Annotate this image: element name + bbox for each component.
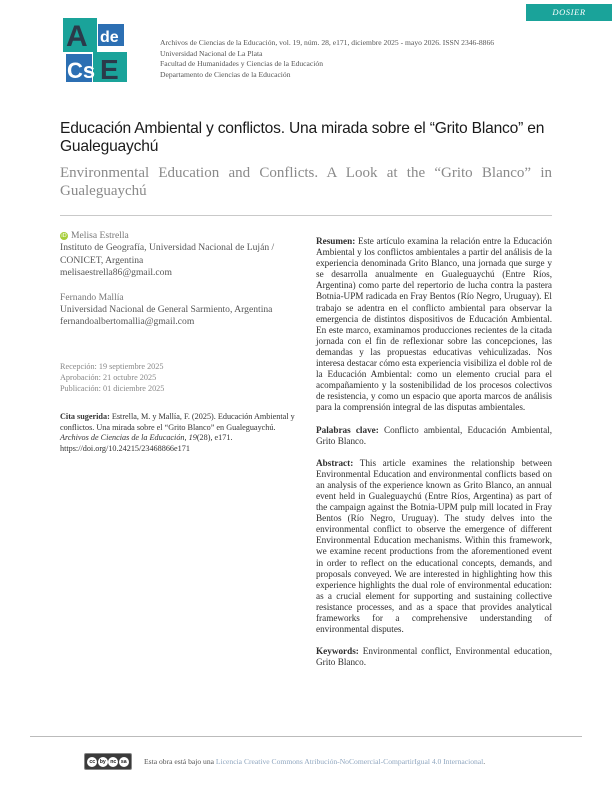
approved-date: Aprobación: 21 octubre 2025	[60, 372, 157, 382]
author-name: Melisa Estrella	[71, 230, 129, 241]
university-line: Universidad Nacional de La Plata	[160, 48, 263, 58]
abstract-paragraph	[316, 458, 552, 636]
publication-dates	[60, 362, 164, 394]
citation-issue: (28), e171.	[196, 433, 233, 443]
license-text	[144, 757, 485, 766]
palabras-clave-paragraph	[316, 425, 552, 447]
by-icon: by	[99, 758, 106, 765]
abstract-label: Abstract:	[316, 457, 354, 468]
svg-text:E: E	[100, 54, 119, 85]
citation-text: Estrella, M. y Mallía, F. (2025). Educación Ambiental y conflictos. Una mirada sobre el “Grito Blanco” en Gualeguaychú.	[60, 412, 295, 432]
footer-divider	[30, 736, 582, 737]
journal-logo	[60, 10, 136, 88]
svg-text:Cs: Cs	[67, 58, 96, 83]
authors-block	[60, 230, 300, 329]
palabras-clave-label: Palabras clave:	[316, 424, 379, 435]
journal-meta	[160, 38, 494, 80]
author-name: Fernando Mallía	[60, 291, 124, 303]
keywords-text: Environmental conflict, Environmental education, Grito Blanco.	[316, 646, 552, 668]
section-badge: DOSIER	[526, 4, 612, 21]
journal-volume-line: Archivos de Ciencias de la Educación, vol. 19, núm. 28, e171, diciembre 2025 - mayo 2026. ISSN 2346-8866	[160, 38, 495, 47]
author-affiliation: CONICET, Argentina	[60, 254, 144, 266]
received-date: Recepción: 19 septiembre 2025	[60, 362, 164, 371]
author-affiliation: Universidad Nacional de General Sarmiento, Argentina	[60, 304, 273, 316]
author-2	[60, 292, 300, 329]
article-title: Educación Ambiental y conflictos. Una mirada sobre el “Grito Blanco” en Gualeguaychú	[60, 120, 545, 155]
author-email[interactable]: fernandoalbertomallia@gmail.com	[60, 316, 195, 328]
orcid-icon[interactable]: iD	[61, 233, 67, 239]
abstract-text: This article examines the relationship between Environmental Education and environmental conflicts based on an analysis of the experience known as Grito Blanco, an annual event held in Gualeguaychú (Entre Ríos, Argentina) as part of the campaign against the Botnia-UPM pulp mill located in Fray Bentos (Río Negro, Uruguay). The study delves into the environmental conflict to observe the emergence of different Environmental Education mechanisms. Within this framework, we examine recent productions from the aforementioned event in order to reflect on the educational concepts, demands, and proposals conveyed. We are interested in highlighting how this experience highlights the dual role of environmental education: as a crucial element for supporting and sustaining collective resistance processes, and as a space that provides analytical frameworks for a comprehensive understanding of environmental disputes.	[316, 457, 552, 635]
resumen-text: Este artículo examina la relación entre la Educación Ambiental y los conflictos ambientales a partir del análisis de la experiencia denominada Grito Blanco, una jornada que surge y se desarrolla anualmente en Gualeguaychú (Entre Ríos, Argentina) como parte del repertorio de lucha contra la pastera Botnia-UPM radicada en Fray Bentos (Río Negro, Uruguay). El trabajo se adentra en el conflicto ambiental para observar la emergencia de distintos dispositivos de Educación Ambiental. En este marco, examinamos producciones recientes de la citada jornada con el fin de reflexionar sobre las concepciones, las demandas y las propuestas educativas vehiculizadas. Nos interesa destacar cómo esta experiencia visibiliza el doble rol de la Educación Ambiental: como un elemento crucial para el acompañamiento y la sostenibilidad de los procesos colectivos de resistencia, y como un espacio que aporta marcos de análisis para la comprensión integral de las disputas ambientales.	[316, 236, 552, 413]
published-date: Publicación: 01 diciembre 2025	[60, 383, 165, 393]
license-link[interactable]: Licencia Creative Commons Atribución-NoComercial-CompartirIgual 4.0 Internacional	[215, 757, 484, 766]
suggested-citation	[60, 412, 300, 454]
logo-icon	[60, 10, 136, 88]
author-1	[60, 230, 300, 280]
palabras-clave-text: Conflicto ambiental, Educación Ambiental, Grito Blanco.	[316, 424, 552, 446]
abstracts-column	[316, 236, 552, 668]
svg-text:de: de	[100, 29, 119, 46]
keywords-label: Keywords:	[316, 646, 359, 657]
nc-icon: nc	[110, 758, 117, 765]
citation-journal: Archivos de Ciencias de la Educación, 19	[60, 433, 197, 443]
svg-text:A: A	[66, 20, 88, 53]
author-affiliation: Instituto de Geografía, Universidad Nacional de Luján /	[60, 242, 275, 254]
resumen-paragraph	[316, 236, 552, 414]
department-line: Departamento de Ciencias de la Educación	[160, 69, 291, 79]
keywords-paragraph	[316, 646, 552, 668]
article-subtitle: Environmental Education and Conflicts. A Look at the “Grito Blanco” in Gualeguaychú	[60, 165, 552, 199]
sa-icon: sa	[119, 757, 129, 767]
cc-license-icon[interactable]	[84, 753, 132, 770]
license-prefix: Esta obra está bajo una	[144, 757, 216, 766]
license-suffix: .	[483, 757, 486, 766]
resumen-label: Resumen:	[316, 236, 356, 246]
cc-icon: cc	[87, 757, 97, 767]
faculty-line: Facultad de Humanidades y Ciencias de la Educación	[160, 59, 323, 69]
citation-label: Cita sugerida:	[60, 412, 110, 421]
license-footer	[84, 753, 485, 770]
citation-doi[interactable]: https://doi.org/10.24215/23468866e171	[60, 443, 190, 453]
header-divider	[60, 215, 552, 216]
author-email[interactable]: melisaestrella86@gmail.com	[60, 267, 172, 279]
